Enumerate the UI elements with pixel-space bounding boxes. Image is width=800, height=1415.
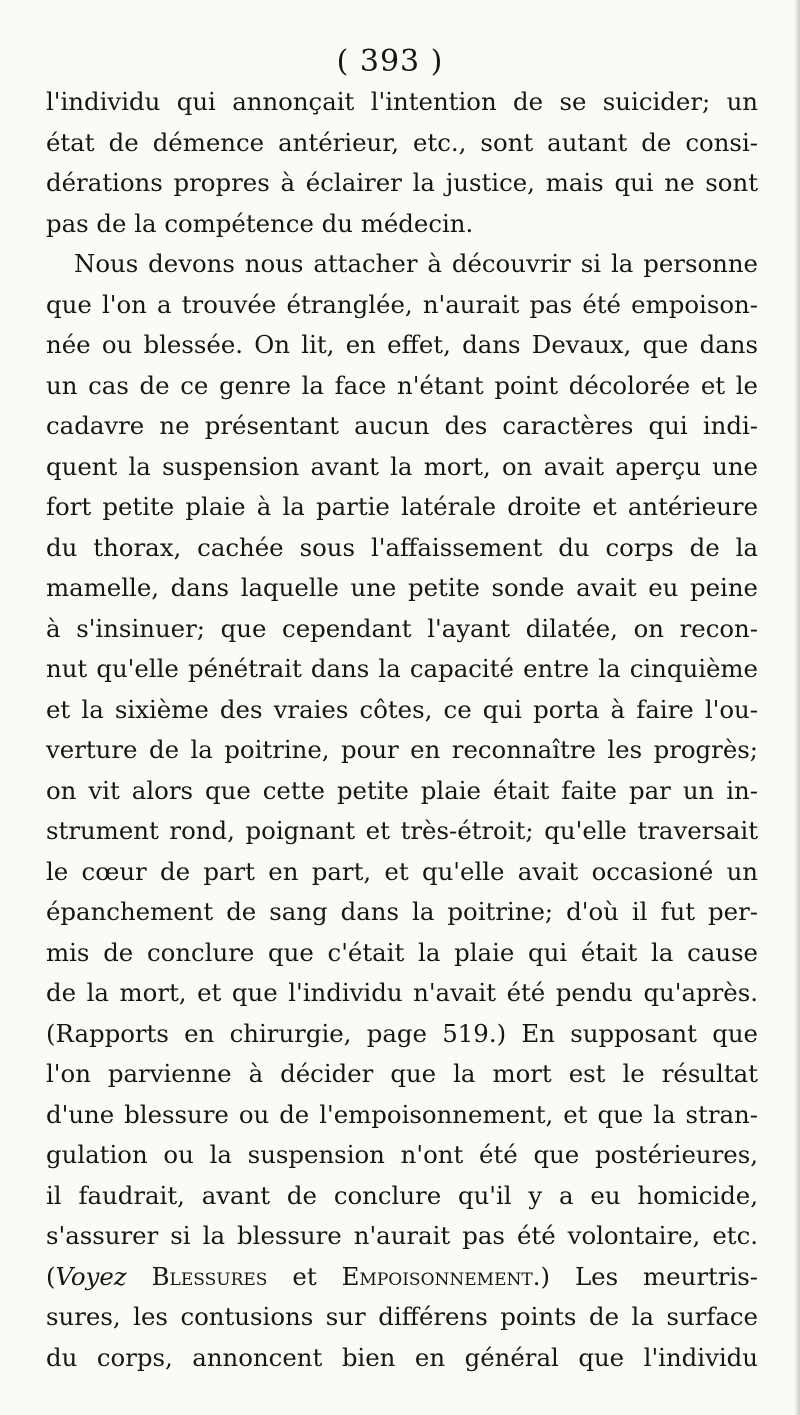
text-line: (Rapports en chirurgie, page 519.) En supposant que (46, 1018, 758, 1048)
text-line: que l'on a trouvée étranglée, n'aurait pas été empoison- (46, 289, 758, 319)
text-line: nut qu'elle pénétrait dans la capacité entre la cinquième (46, 654, 758, 683)
text-line: du thorax, cachée sous l'affaissement du corps de la (46, 532, 758, 562)
text-line: s'assurer si la blessure n'aurait pas été volontaire, etc. (46, 1221, 758, 1250)
text-line: sures, les contusions sur différens points de la surface (46, 1302, 758, 1331)
text-line: du corps, annoncent bien en général que l'individu (46, 1342, 758, 1372)
text-line: dérations propres à éclairer la justice, mais qui ne sont (46, 168, 758, 197)
text-line: gulation ou la suspension n'ont été que postérieures, (46, 1140, 758, 1169)
text-line: verture de la poitrine, pour en reconnaître les progrès; (46, 735, 758, 764)
text-line: de la mort, et que l'individu n'avait été pendu qu'après. (46, 978, 758, 1007)
text-line: cadavre ne présentant aucun des caractères qui indi- (46, 411, 758, 440)
text-line: pas de la compétence du médecin. (46, 208, 474, 238)
text-line: le cœur de part en part, et qu'elle avait occasioné un (46, 856, 758, 886)
body-text (46, 82, 758, 1378)
text-line: un cas de ce genre la face n'étant point décolorée et le (46, 370, 758, 400)
text-line: Nous devons nous attacher à découvrir si la personne (74, 249, 758, 278)
reference-line (46, 1257, 758, 1298)
text-line: l'individu qui annonçait l'intention de se suicider; un (46, 87, 758, 116)
ref-close-rest: ) Les meurtris- (540, 1261, 758, 1291)
text-line: d'une blessure ou de l'empoisonnement, et que la stran- (46, 1099, 758, 1129)
page-number: ( 393 ) (336, 44, 444, 79)
text-line: quent la suspension avant la mort, on avait aperçu une (46, 451, 758, 481)
text-line: à s'insinuer; que cependant l'ayant dilatée, on recon- (46, 613, 758, 643)
page-edge-shadow (794, 0, 800, 1415)
text-line: épanchement de sang dans la poitrine; d'où il fut per- (46, 897, 758, 926)
text-line: mamelle, dans laquelle une petite sonde avait eu peine (46, 573, 758, 602)
text-line: il faudrait, avant de conclure qu'il y a eu homicide, (46, 1180, 758, 1210)
text-line: mis de conclure que c'était la plaie qui était la cause (46, 937, 758, 967)
ref-blessures: Blessures (151, 1261, 268, 1291)
text-line: état de démence antérieur, etc., sont autant de consi- (46, 127, 758, 157)
ref-et: et (292, 1261, 317, 1291)
ref-voyez: Voyez (55, 1261, 127, 1291)
text-line: née ou blessée. On lit, en effet, dans Devaux, que dans (46, 330, 758, 359)
text-line: et la sixième des vraies côtes, ce qui porta à faire l'ou- (46, 694, 758, 724)
text-line: strument rond, poignant et très-étroit; qu'elle traversait (46, 816, 758, 845)
text-line: l'on parvienne à décider que la mort est le résultat (46, 1059, 758, 1088)
ref-open: ( (46, 1261, 56, 1291)
text-line: fort petite plaie à la partie latérale droite et antérieure (46, 492, 758, 521)
ref-empoisonnement: Empoisonnement. (341, 1261, 541, 1291)
text-line: on vit alors que cette petite plaie était faite par un in- (46, 775, 758, 805)
